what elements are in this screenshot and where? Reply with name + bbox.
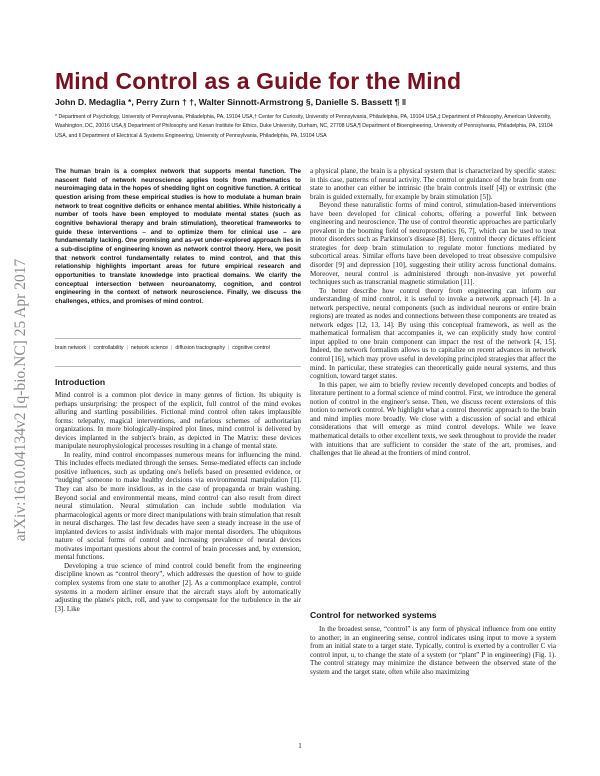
- body-paragraph: In reality, mind control encompasses numerous means for influencing the mind. This includes effects mediated through the senses. Sense-mediated effects can include positive influences, such as updating one's beliefs based on presented evidence, or “nudging” someone to make healthy decisions via environmental manipulation [1]. They can also be more insidious, as in the case of propaganda or brain washing. Beyond social and environmental means, mind control can also result from direct neural stimulation. Neural stimulation can include subtle modulation via pharmacological agents or more direct manipulations with brain stimulation that result in neural discharges. The last few decades have seen a steady increase in the use of implanted devices to assist individuals with major mental disorders. The ubiquitous nature of social forms of control and increasing prevalence of neural devices motivates important questions about the control of brain processes and, by extension, mental functions.: [55, 450, 301, 562]
- paper-title: Mind Control as a Guide for the Mind: [55, 68, 462, 94]
- right-column: [310, 167, 556, 458]
- keywords-divider: [55, 366, 301, 367]
- keyword: controllability: [93, 345, 124, 351]
- control-section-heading: Control for networked systems: [310, 610, 437, 620]
- affiliations: * Department of Psychology, University of Pennsylvania, Philadelphia, PA, 19104 USA,† Center for Curiosity, University of Pennsylvania, Philadelphia, PA, 19104 USA,‡ Department of Philosophy, American University, Washington, DC, 20016 USA,§ Department of Philosophy and Kenan Institute for Ethics, Duke University, Durham, NC, 27708 USA,¶ Department of Bioengineering, University of Pennsylvania, Philadelphia, PA, 19104 USA, and ‖ Department of Electrical & Systems Engineering, University of Pennsylvania, Philadelphia, PA, 19104 USA: [55, 114, 553, 139]
- body-paragraph: Beyond these naturalistic forms of mind control, stimulation-based interventions have been developed for clinical cohorts, offering a powerful link between engineering and neuroscience. The use of control theoretic approaches are particularly prevalent in the booming field of neuroprosthetics [6, 7], which can be used to treat motor disorders such as Parkinson's disease [8]. Here, control theory dictates efficient strategies for deep brain stimulation to regulate motor functions mediated by subcortical areas. Similar efforts have been developed to treat obsessive compulsive disorder [9] and depression [10], suggesting their utility across functional domains. Moreover, neural control is administered through non-invasive yet powerful techniques such as transcranial magnetic stimulation [11].: [310, 201, 556, 287]
- author-list: John D. Medaglia *, Perry Zurn † †, Walter Sinnott-Armstrong §, Danielle S. Bassett ¶ ‖: [55, 97, 407, 107]
- keywords: brain network | controllability | network science | diffusion tractography | cognitive control: [55, 338, 301, 353]
- keyword: cognitive control: [232, 345, 270, 351]
- body-paragraph: In the broadest sense, “control” is any form of physical influence from one entity to another; in an engineering sense, control indicates using input to move a system from an initial state to a target state. Typically, control is exerted by a controller C via control input, u, to change the state of a system (or “plant” P in engineering) (Fig. 1). The control strategy may minimize the distance between the observed state of the system and the target state, often while also maximizing: [310, 625, 556, 676]
- introduction-heading: Introduction: [55, 377, 106, 387]
- arxiv-stamp-text: arXiv:1610.04134v2 [q-bio.NC] 25 Apr 2017: [12, 258, 30, 542]
- body-paragraph: Mind control is a common plot device in many genres of fiction. Its ubiquity is perhaps unsurprising: the prospect of the explicit, full control of the mind evokes alluring and startling possibilities. Fictional mind control often takes implausible forms: telepathy, magical interventions, and nefarious schemes of authoritarian organizations. In more biologically-inspired plot lines, mind control is delivered by devices implanted in the subject's brain, as depicted in The Matrix: these devices manipulate neurophysiological processes resulting in a change of mental state.: [55, 391, 301, 451]
- left-column: [55, 391, 301, 613]
- keyword: brain network: [55, 345, 87, 351]
- body-paragraph: Developing a true science of mind control could benefit from the engineering discipline known as “control theory”, which addresses the question of how to guide complex systems from one state to another [2]. As a commonplace example, control systems in a modern airliner ensure that the aircraft stays aloft by automatically adjusting the plane's pitch, roll, and yaw to compensate for the turbulence in the air [3]. Like: [55, 561, 301, 613]
- body-paragraph: a physical plane, the brain is a physical system that is characterized by specific states: in this case, patterns of neural activity. The control or guidance of the brain from one state to another can either be intrinsic (the brain controls itself [4]) or extrinsic (the brain is guided externally, for example by brain stimulation [5]).: [310, 167, 556, 201]
- body-paragraph: In this paper, we aim to briefly review recently developed concepts and bodies of literature pertinent to a formal science of mind control. First, we introduce the general notion of control in the engineer's sense. Then, we discuss recent extensions of this notion to network control. We highlight what a control theoretic approach to the brain and mind implies more broadly. We close with a discussion of social and ethical considerations that will emerge as mind control develops. While we leave mathematical details to other excellent texts, we seek throughout to provide the reader with intuitions that are sufficient to consider the state of the art, promises, and challenges that lie ahead at the frontiers of mind control.: [310, 380, 556, 458]
- page-number: 1: [298, 742, 302, 750]
- keyword: diffusion tractography: [175, 345, 225, 351]
- keyword: network science: [130, 345, 169, 351]
- arxiv-stamp: [10, 180, 32, 620]
- control-section: [310, 625, 556, 676]
- abstract: The human brain is a complex network that supports mental function. The nascent field of network neuroscience applies tools from mathematics to neuroimaging data in the hopes of shedding light on cognitive function. A critical question arising from these empirical studies is how to modulate a human brain network to treat cognitive deficits or enhance mental abilities. While historically a number of tools have been employed to modulate mental states (such as cognitive behavioral therapy and brain stimulation), theoretical frameworks to guide these interventions – and to optimize them for clinical use – are fundamentally lacking. One promising and as-yet under-explored approach lies in a sub-discipline of engineering known as network control theory. Here, we posit that network control fundamentally relates to mind control, and that this relationship highlights important areas for future empirical research and opportunities to translate knowledge into practical domains. We clarify the conceptual intersection between neuroanatomy, cognition, and control engineering in the context of network neuroscience. Finally, we discuss the challenges, ethics, and promises of mind control.: [55, 168, 301, 305]
- body-paragraph: To better describe how control theory from engineering can inform our understanding of mind control, it is useful to invoke a network approach [4]. In a network perspective, neural components (such as individual neurons or entire brain regions) are treated as nodes and connections between these components are treated as network edges [12, 13, 14]. By using this conceptual framework, as well as the mathematical formalism that accompanies it, we can explicitly study how control input applied to one brain component can impact the rest of the network [4, 15]. Indeed, the network formalism allows us to capitalize on recent advances in network control [16], which may prove useful in developing principled strategies that affect the mind. In particular, these strategies can theoretically guide neural systems, and thus cognition, toward target states.: [310, 286, 556, 381]
